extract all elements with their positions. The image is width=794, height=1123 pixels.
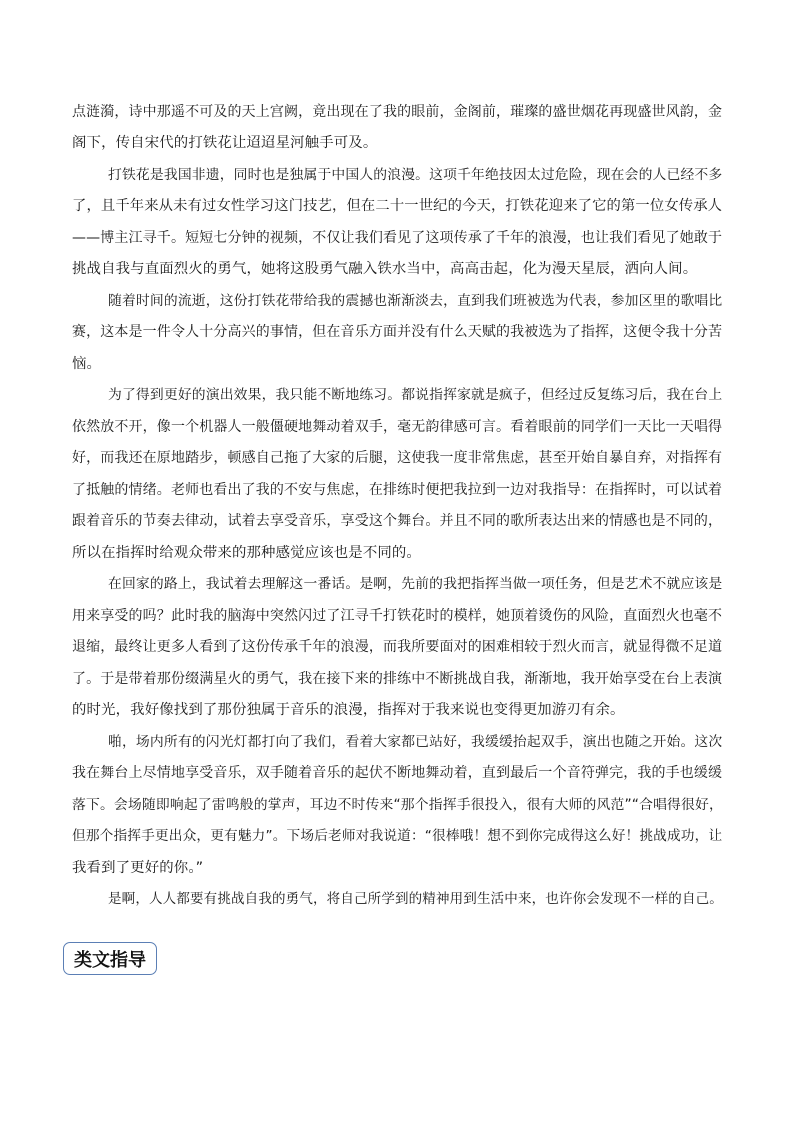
paragraph-line: ——博主江寻千。短短七分钟的视频，不仅让我们看见了这项传承了千年的浪漫，也让我们看见了她敢于 bbox=[72, 230, 723, 246]
paragraph-line: 所以在指挥时给观众带来的那种感觉应该也是不同的。 bbox=[72, 545, 421, 561]
paragraph-line: 了抵触的情绪。老师也看出了我的不安与焦虑，在排练时便把我拉到一边对我指导：在指挥时，可以试着 bbox=[72, 482, 723, 498]
paragraph-line: 赛，这本是一件令人十分高兴的事情，但在音乐方面并没有什么天赋的我被选为了指挥，这便令我十分苦 bbox=[72, 324, 723, 340]
paragraph-line: 随着时间的流逝，这份打铁花带给我的震撼也渐渐淡去，直到我们班被选为代表，参加区里的歌唱比 bbox=[108, 293, 723, 309]
paragraph-line: 点涟漪，诗中那遥不可及的天上宫阙，竟出现在了我的眼前，金阁前，璀璨的盛世烟花再现盛世风韵，金 bbox=[72, 104, 723, 120]
paragraph-line: 依然放不开，像一个机器人一般僵硬地舞动着双手，毫无韵律感可言。看着眼前的同学们一天比一天唱得 bbox=[72, 419, 723, 435]
section-title-badge bbox=[63, 942, 157, 975]
paragraph-line: 的时光，我好像找到了那份独属于音乐的浪漫，指挥对于我来说也变得更加游刃有余。 bbox=[72, 702, 625, 718]
paragraph-line: 但那个指挥手更出众，更有魅力”。下场后老师对我说道：“很棒哦！想不到你完成得这么好！挑战成功，让 bbox=[72, 828, 723, 844]
paragraph-line: 我在舞台上尽情地享受音乐，双手随着音乐的起伏不断地舞动着，直到最后一个音符弹完，我的手也缓缓 bbox=[72, 765, 723, 781]
paragraph-line: 打铁花是我国非遗，同时也是独属于中国人的浪漫。这项千年绝技因太过危险，现在会的人已经不多 bbox=[108, 167, 723, 183]
paragraph-line: 了。于是带着那份缀满星火的勇气，我在接下来的排练中不断挑战自我，渐渐地，我开始享受在台上表演 bbox=[72, 671, 723, 687]
paragraph-line: 了，且千年来从未有过女性学习这门技艺，但在二十一世纪的今天，打铁花迎来了它的第一位女传承人 bbox=[72, 198, 723, 214]
paragraph-line: 退缩，最终让更多人看到了这份传承千年的浪漫，而我所要面对的困难相较于烈火而言，就显得微不足道 bbox=[72, 639, 723, 655]
paragraph-line: 阁下，传自宋代的打铁花让迢迢星河触手可及。 bbox=[72, 135, 378, 151]
section-title: 类文指导 bbox=[74, 949, 146, 971]
paragraph-line: 在回家的路上，我试着去理解这一番话。是啊，先前的我把指挥当做一项任务，但是艺术不就应该是 bbox=[108, 576, 723, 592]
paragraph-line: 挑战自我与直面烈火的勇气，她将这股勇气融入铁水当中，高高击起，化为漫天星辰，洒向人间。 bbox=[72, 261, 698, 277]
paragraph-line: 好，而我还在原地踏步，顿感自己拖了大家的后腿，这使我一度非常焦虑，甚至开始自暴自弃，对指挥有 bbox=[72, 450, 723, 466]
paragraph-line: 我看到了更好的你。” bbox=[72, 860, 204, 876]
paragraph-line: 用来享受的吗？此时我的脑海中突然闪过了江寻千打铁花时的模样，她顶着烫伤的风险，直面烈火也毫不 bbox=[72, 608, 723, 624]
paragraph-line: 落下。会场随即响起了雷鸣般的掌声，耳边不时传来“那个指挥手很投入，很有大师的风范”“合唱得很好， bbox=[72, 797, 723, 813]
paragraph-line: 是啊，人人都要有挑战自我的勇气，将自己所学到的精神用到生活中来，也许你会发现不一样的自己。 bbox=[108, 891, 723, 907]
paragraph-line: 为了得到更好的演出效果，我只能不断地练习。都说指挥家就是疯子，但经过反复练习后，我在台上 bbox=[108, 387, 723, 403]
paragraph-line: 跟着音乐的节奏去律动，试着去享受音乐，享受这个舞台。并且不同的歌所表达出来的情感也是不同的， bbox=[72, 513, 723, 529]
paragraph-line: 恼。 bbox=[72, 356, 102, 372]
paragraph-line: 啪，场内所有的闪光灯都打向了我们，看着大家都已站好，我缓缓抬起双手，演出也随之开始。这次 bbox=[108, 734, 723, 750]
